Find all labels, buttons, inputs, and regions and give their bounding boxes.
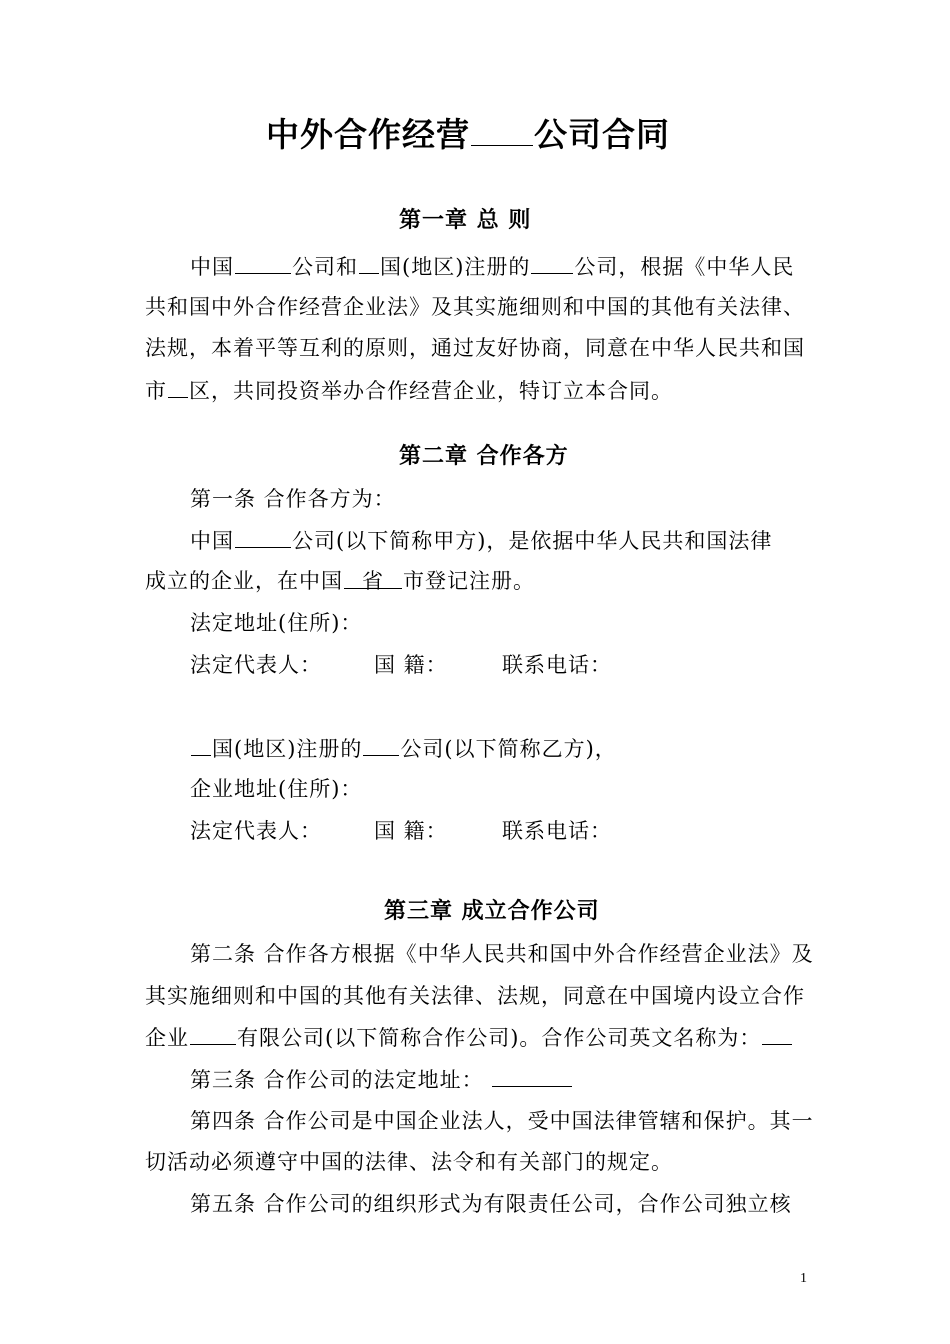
chapter-1-heading: 第一章 总 则 (399, 208, 532, 233)
blank (531, 251, 573, 274)
ch1-line-1: 中国 公司和 国(地区)注册的 公司，根据《中华人民 (190, 251, 794, 282)
ch1-line-2: 共和国中外合作经营企业法》及其实施细则和中国的其他有关法律、 (145, 295, 805, 319)
party-a-address: 法定地址(住所)： (190, 611, 363, 635)
article-2-line-1: 第二条 合作各方根据《中华人民共和国中外合作经营企业法》及 (190, 942, 814, 966)
blank (235, 525, 291, 548)
blank (359, 251, 379, 274)
party-a-nationality-label: 国 籍： (374, 653, 448, 677)
party-a-line-2: 成立的企业，在中国 省 市登记注册。 (145, 566, 535, 596)
party-a-phone-label: 联系电话： (502, 653, 612, 677)
party-b-nationality-label: 国 籍： (374, 819, 448, 843)
article-3: 第三条 合作公司的法定地址： (190, 1064, 573, 1095)
blank (191, 733, 211, 756)
party-a-rep-label: 法定代表人： (190, 653, 322, 677)
page-number: 1 (800, 1271, 807, 1286)
party-b-rep-label: 法定代表人： (190, 819, 322, 843)
party-b-phone-label: 联系电话： (502, 819, 612, 843)
article-1: 第一条 合作各方为： (190, 487, 396, 511)
chapter-2-heading: 第二章 合作各方 (399, 444, 569, 469)
article-5-line-1: 第五条 合作公司的组织形式为有限责任公司，合作公司独立核 (190, 1192, 792, 1216)
title-blank (471, 115, 533, 146)
chapter-3-heading: 第三章 成立合作公司 (384, 899, 600, 924)
article-4-line-1: 第四条 合作公司是中国企业法人，受中国法律管辖和保护。其一 (190, 1109, 814, 1133)
blank (762, 1022, 792, 1045)
party-a-line-1: 中国 公司(以下简称甲方)，是依据中华人民共和国法律 (190, 525, 772, 556)
party-b-address: 企业地址(住所)： (190, 777, 363, 801)
ch1-line-4: 市 区，共同投资举办合作经营企业，特订立本合同。 (145, 375, 673, 406)
party-b-line-1: 国(地区)注册的 公司(以下简称乙方)， (190, 733, 617, 764)
blank (363, 733, 399, 756)
blank (168, 375, 188, 398)
article-4-line-2: 切活动必须遵守中国的法律、法令和有关部门的规定。 (145, 1150, 673, 1174)
article-2-line-3: 企业 有限公司(以下简称合作公司)。合作公司英文名称为： (145, 1022, 793, 1053)
address-blank (492, 1064, 572, 1087)
ch1-line-3: 法规，本着平等互利的原则，通过友好协商，同意在中华人民共和国 (145, 336, 805, 360)
article-2-line-2: 其实施细则和中国的其他有关法律、法规，同意在中国境内设立合作 (145, 984, 805, 1008)
document-title: 中外合作经营 公司合同 (266, 115, 670, 154)
blank (235, 251, 291, 274)
blank (190, 1022, 236, 1045)
province-blank: 省 (344, 566, 402, 589)
